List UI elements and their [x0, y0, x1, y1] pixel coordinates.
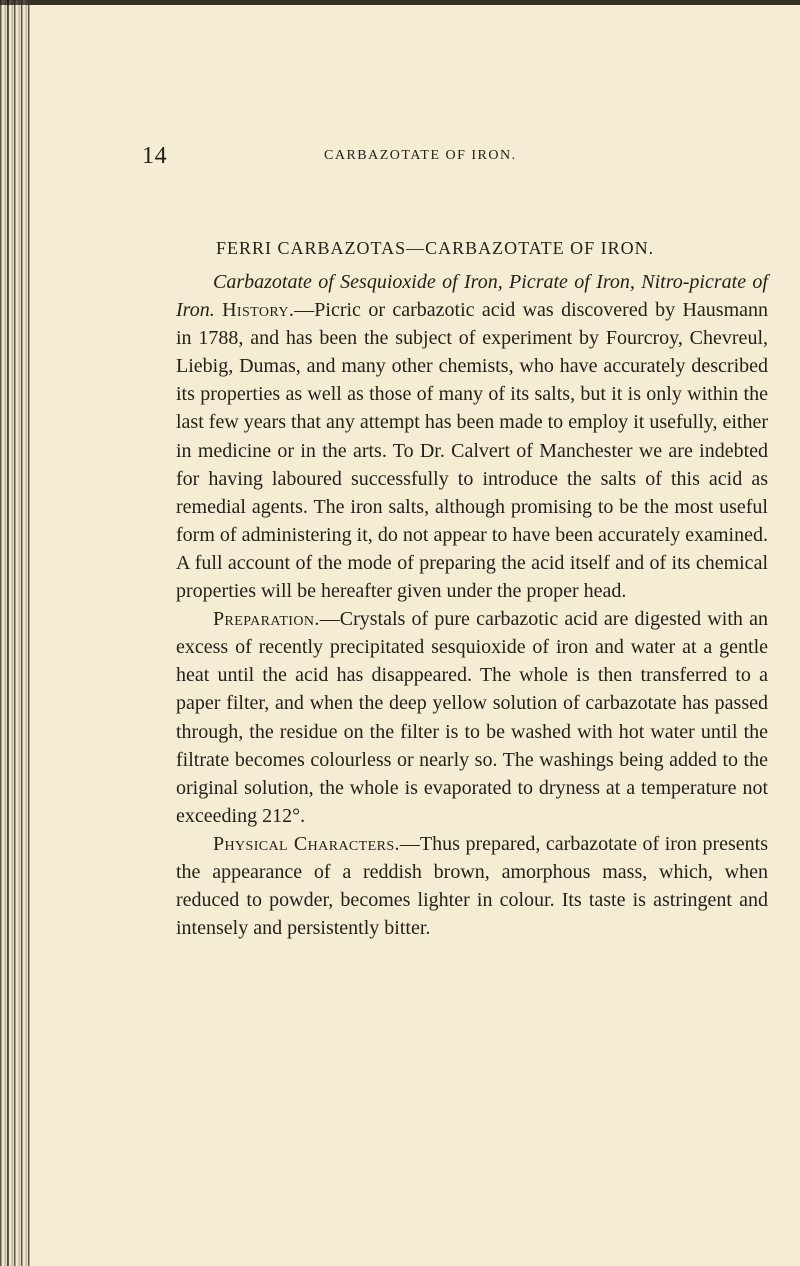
preparation-text: —Crystals of pure carbazotic acid are digested with an excess of recently precipitated sesquioxide of iron and water at a gentle heat until the acid has disappeared. The whole is then transferred to a paper filter, and when the deep yellow solution of carbazotate has passed through, the residue on the filter is to be washed with hot water until the filtrate becomes colourless or nearly so. The washings being added to the original solution, the whole is evaporated to dryness at a temperature not exceeding 212°. — [176, 608, 768, 827]
preparation-paragraph — [176, 605, 768, 830]
physical-characters-text: —Thus prepared, carbazotate of iron presents the appearance of a reddish brown, amorphous mass, which, when reduced to powder, becomes lighter in colour. Its taste is astringent and intensely and persistently bitter. — [176, 832, 768, 940]
history-heading: History. — [222, 299, 295, 322]
preparation-heading: Preparation. — [213, 608, 320, 631]
physical-characters-heading: Physical Characters. — [213, 832, 400, 855]
physical-characters-paragraph — [176, 830, 768, 942]
running-head — [142, 143, 752, 167]
page-number: 14 — [142, 143, 168, 169]
article-body — [176, 268, 768, 942]
synonyms-history-paragraph — [176, 268, 768, 605]
running-title: CARBAZOTATE OF IRON. — [324, 148, 517, 163]
history-text: —Picric or carbazotic acid was discovered by Hausmann in 1788, and has been the subject of experiment by Fourcroy, Chevreul, Liebig, Dumas, and many other chemists, who have accurately described its properties as well as those of many of its salts, but it is only within the last few years that any attempt has been made to employ it usefully, either in medicine or in the arts. To Dr. Calvert of Manchester we are indebted for having laboured successfully to introduce the salts of this acid as remedial agents. The iron salts, although promising to be the most useful form of administering it, do not appear to have been accurately examined. A full account of the mode of preparing the acid itself and of its chemical properties will be hereafter given under the proper head. — [176, 299, 768, 603]
article-title: FERRI CARBAZOTAS—CARBAZOTATE OF IRON. — [216, 238, 655, 259]
synonyms: Carbazotate of Sesquioxide of Iron, Picrate of Iron, Nitro-picrate of Iron. — [176, 271, 768, 322]
